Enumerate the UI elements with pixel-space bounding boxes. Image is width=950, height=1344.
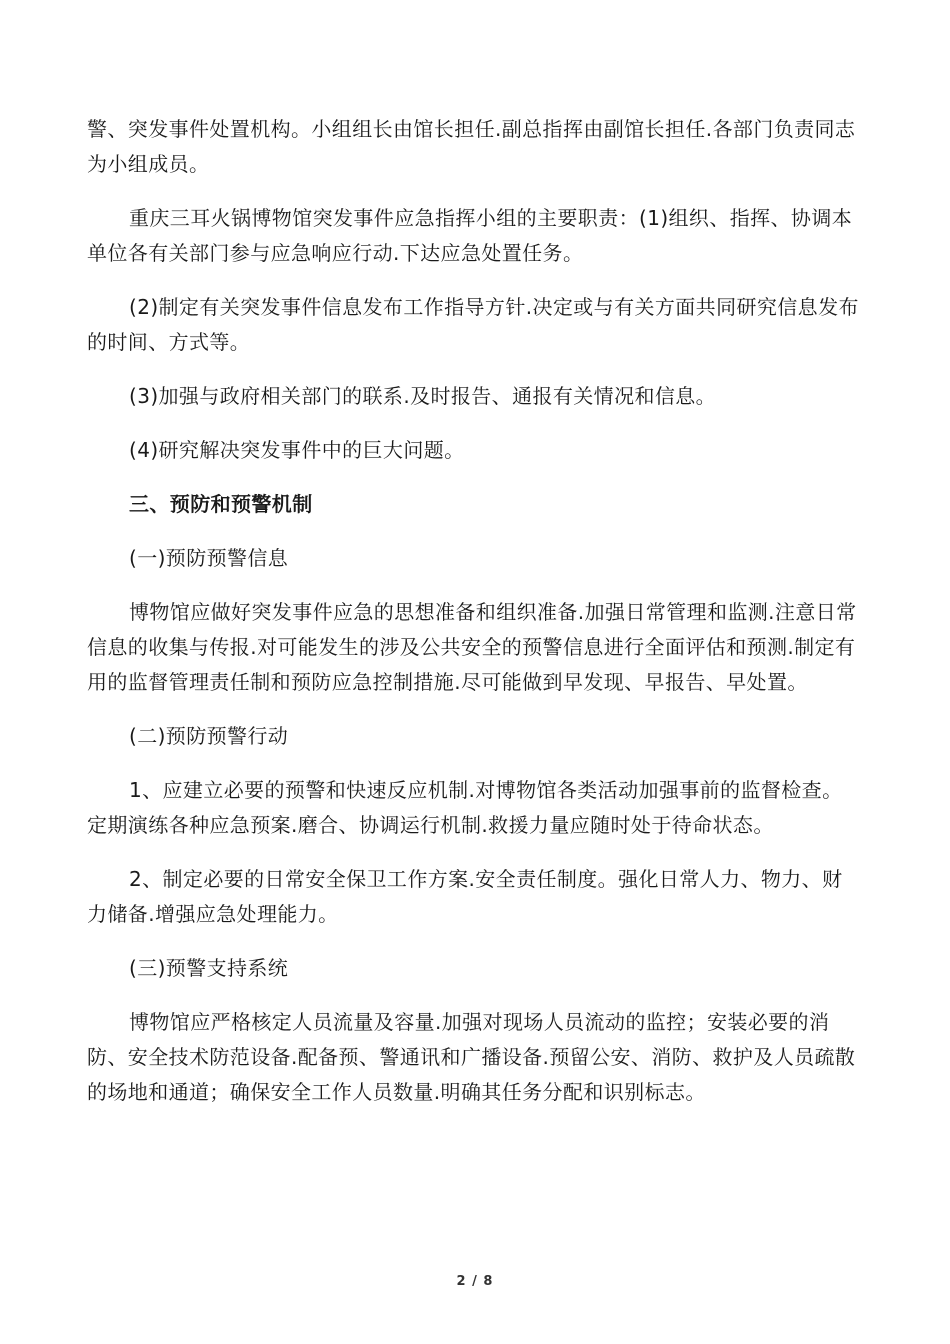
section-heading: 三、预防和预警机制 — [129, 492, 313, 516]
paragraph-item-2: (2)制定有关突发事件信息发布工作指导方针.决定或与有关方面共同研究信息发布的时间、方式等。 — [87, 295, 859, 354]
paragraph-responsibilities: 重庆三耳火锅博物馆突发事件应急指挥小组的主要职责：(1)组织、指挥、协调本单位各有关部门参与应急响应行动.下达应急处置任务。 — [87, 206, 853, 265]
paragraph-support-system: 博物馆应严格核定人员流量及容量.加强对现场人员流动的监控；安装必要的消防、安全技术防范设备.配备预、警通讯和广播设备.预留公安、消防、救护及人员疏散的场地和通道；确保安全工作人员数量.明确其任务分配和识别标志。 — [87, 1010, 856, 1104]
subheading-warning-action: (二)预防预警行动 — [129, 724, 289, 748]
paragraph-item-4: (4)研究解决突发事件中的巨大问题。 — [129, 438, 465, 462]
paragraph-item-3: (3)加强与政府相关部门的联系.及时报告、通报有关情况和信息。 — [129, 384, 717, 408]
paragraph-action-1: 1、应建立必要的预警和快速反应机制.对博物馆各类活动加强事前的监督检查。定期演练各种应急预案.磨合、协调运行机制.救援力量应随时处于待命状态。 — [87, 778, 843, 837]
subheading-support-system: (三)预警支持系统 — [129, 956, 289, 980]
subheading-warning-info: (一)预防预警信息 — [129, 546, 289, 570]
page-number: 2 / 8 — [456, 1274, 494, 1289]
paragraph-warning-info: 博物馆应做好突发事件应急的思想准备和组织准备.加强日常管理和监测.注意日常信息的收集与传报.对可能发生的涉及公共安全的预警信息进行全面评估和预测.制定有用的监督管理责任制和预防应急控制措施.尽可能做到早发现、早报告、早处置。 — [87, 600, 857, 694]
paragraph-continuation: 警、突发事件处置机构。小组组长由馆长担任.副总指挥由副馆长担任.各部门负责同志为小组成员。 — [87, 117, 856, 176]
paragraph-action-2: 2、制定必要的日常安全保卫工作方案.安全责任制度。强化日常人力、物力、财力储备.增强应急处理能力。 — [87, 867, 843, 926]
